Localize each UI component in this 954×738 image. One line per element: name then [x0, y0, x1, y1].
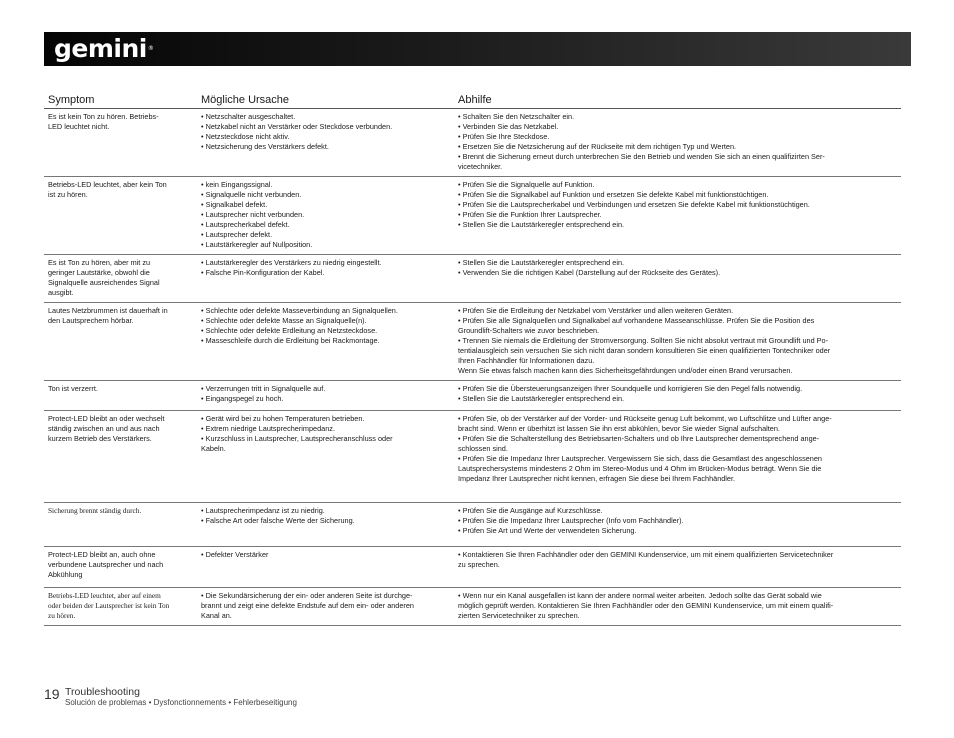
- remedy-cell: [454, 303, 901, 381]
- cell-line: vicetechniker.: [458, 162, 503, 171]
- cell-line: ständig zwischen an und aus nach: [48, 424, 160, 433]
- cell-line: Betriebs-LED leuchtet, aber kein Ton: [48, 180, 167, 189]
- cell-line: • Signalquelle nicht verbunden.: [201, 190, 302, 199]
- cell-line: • Prüfen Sie die Impedanz Ihrer Lautsprecher (Info vom Fachhändler).: [458, 516, 684, 525]
- cell-line: verbundene Lautsprecher und nach: [48, 560, 164, 569]
- symptom-cell: [44, 588, 197, 626]
- cell-line: • Lautsprecherimpedanz ist zu niedrig.: [201, 506, 325, 515]
- remedy-cell: [454, 381, 901, 411]
- cell-line: brannt und zeigt eine defekte Endstufe auf dem ein- oder anderen: [201, 601, 414, 610]
- cell-line: Lautsprechersystems mindestens 2 Ohm im Stereo-Modus und 4 Ohm im Brücken-Modus beträgt. Wenn Sie die: [458, 464, 822, 473]
- cause-cell: [197, 303, 454, 381]
- cell-line: • Verbinden Sie das Netzkabel.: [458, 122, 559, 131]
- cell-line: • Masseschleife durch die Erdleitung bei Rackmontage.: [201, 336, 380, 345]
- cell-line: Ihren Fachhändler für Informationen dazu.: [458, 356, 595, 365]
- cell-line: • Lautsprecherkabel defekt.: [201, 220, 290, 229]
- cell-line: • Prüfen Sie die Signalquelle auf Funktion.: [458, 180, 595, 189]
- table-row: [44, 255, 901, 303]
- table-row: [44, 411, 901, 503]
- cell-line: kurzem Betrieb des Verstärkers.: [48, 434, 152, 443]
- cell-line: • Netzschalter ausgeschaltet.: [201, 112, 296, 121]
- cell-line: Wenn Sie etwas falsch machen kann dies Sicherheitsgefährdungen und/oder einen Brand verursachen.: [458, 366, 793, 375]
- cell-line: • Stellen Sie die Lautstärkeregler entsprechend ein.: [458, 258, 625, 267]
- cell-line: • Prüfen Sie, ob der Verstärker auf der Vorder- und Rückseite genug Luft bekommt, wo Luftschlitze und Lüfter ange-: [458, 414, 832, 423]
- cell-line: • Falsche Art oder falsche Werte der Sicherung.: [201, 516, 355, 525]
- table-row: [44, 381, 901, 411]
- table-row: [44, 177, 901, 255]
- header-cause: Mögliche Ursache: [197, 90, 454, 109]
- symptom-cell: [44, 381, 197, 411]
- cell-line: • Stellen Sie die Lautstärkeregler entsprechend ein.: [458, 220, 625, 229]
- cell-line: • Schalten Sie den Netzschalter ein.: [458, 112, 575, 121]
- cell-line: zu hören.: [48, 611, 76, 620]
- cell-line: Abkühlung: [48, 570, 83, 579]
- table-row: [44, 303, 901, 381]
- cell-line: zu sprechen.: [458, 560, 500, 569]
- cell-line: den Lautsprechern hörbar.: [48, 316, 134, 325]
- cell-line: • Prüfen Sie die Übersteuerungsanzeigen Ihrer Soundquelle und korrigieren Sie den Pegel falls notwendig.: [458, 384, 803, 393]
- cell-line: Ton ist verzerrt.: [48, 384, 98, 393]
- cell-line: • Die Sekundärsicherung der ein- oder anderen Seite ist durchge-: [201, 591, 413, 600]
- cell-line: schlossen sind.: [458, 444, 508, 453]
- cell-line: • Prüfen Sie die Ausgänge auf Kurzschlüsse.: [458, 506, 603, 515]
- cause-cell: [197, 109, 454, 177]
- cell-line: oder beiden der Lautsprecher ist kein Ton: [48, 601, 170, 610]
- cell-line: • Schlechte oder defekte Masse an Signalquelle(n).: [201, 316, 367, 325]
- cell-line: Groundlift-Schalters wie zuvor beschrieben.: [458, 326, 600, 335]
- cell-line: bracht sind. Wenn er überhitzt ist lassen Sie ihn erst abkühlen, bevor Sie wieder Signal aufschalten.: [458, 424, 780, 433]
- remedy-cell: [454, 503, 901, 547]
- cell-line: • Prüfen Sie alle Signalquellen und Signalkabel auf vorhandene Masseanschlüsse. Prüfen Sie die Position des: [458, 316, 815, 325]
- symptom-cell: [44, 411, 197, 503]
- footer-title: Troubleshooting: [65, 686, 140, 698]
- table-row: [44, 503, 901, 547]
- cell-line: Protect-LED bleibt an, auch ohne: [48, 550, 156, 559]
- cell-line: • Schlechte oder defekte Erdleitung an Netzsteckdose.: [201, 326, 378, 335]
- cell-line: Es ist Ton zu hören, aber mit zu: [48, 258, 151, 267]
- gemini-logo: gemini®: [54, 34, 154, 63]
- cause-cell: [197, 177, 454, 255]
- cell-line: • Defekter Verstärker: [201, 550, 269, 559]
- cell-line: zierten Servicetechniker zu sprechen.: [458, 611, 580, 620]
- cell-line: • Gerät wird bei zu hohen Temperaturen betrieben.: [201, 414, 365, 423]
- remedy-cell: [454, 177, 901, 255]
- header-banner: [44, 32, 911, 66]
- table-body: [44, 109, 901, 626]
- remedy-cell: [454, 588, 901, 626]
- cell-line: • Prüfen Sie die Signalkabel auf Funktion und ersetzen Sie defekte Kabel mit funktionstüchtigen.: [458, 190, 769, 199]
- remedy-cell: [454, 547, 901, 588]
- remedy-cell: [454, 255, 901, 303]
- header-remedy: Abhilfe: [454, 90, 901, 109]
- cell-line: • Eingangspegel zu hoch.: [201, 394, 284, 403]
- cell-line: Signalquelle ausreichendes Signal: [48, 278, 160, 287]
- cell-line: Kanal an.: [201, 611, 232, 620]
- cell-line: • Netzsteckdose nicht aktiv.: [201, 132, 290, 141]
- cell-line: ausgibt.: [48, 288, 74, 297]
- cell-line: Betriebs-LED leuchtet, aber auf einem: [48, 591, 161, 600]
- cell-line: Protect-LED bleibt an oder wechselt: [48, 414, 165, 423]
- cell-line: • Schlechte oder defekte Masseverbindung an Signalquellen.: [201, 306, 398, 315]
- cell-line: geringer Lautstärke, obwohl die: [48, 268, 150, 277]
- cell-line: • Verzerrungen tritt in Signalquelle auf.: [201, 384, 326, 393]
- cell-line: möglich geprüft werden. Kontaktieren Sie Ihren Fachhändler oder den GEMINI Kundenservice, um mit einem qualifi-: [458, 601, 834, 610]
- cell-line: • Prüfen Sie die Impedanz Ihrer Lautsprecher. Vergewissern Sie sich, dass die Gesamtlast des angeschlossenen: [458, 454, 822, 463]
- cell-line: Lautes Netzbrummen ist dauerhaft in: [48, 306, 168, 315]
- cell-line: • Ersetzen Sie die Netzsicherung auf der Rückseite mit dem richtigen Typ und Werten.: [458, 142, 737, 151]
- cell-line: Sicherung brennt ständig durch.: [48, 506, 142, 515]
- symptom-cell: [44, 109, 197, 177]
- header-symptom: Symptom: [44, 90, 197, 109]
- symptom-cell: [44, 547, 197, 588]
- cause-cell: [197, 588, 454, 626]
- symptom-cell: [44, 303, 197, 381]
- cell-line: • Netzsicherung des Verstärkers defekt.: [201, 142, 329, 151]
- cell-line: ist zu hören.: [48, 190, 88, 199]
- cell-line: • Netzkabel nicht an Verstärker oder Steckdose verbunden.: [201, 122, 393, 131]
- cause-cell: [197, 503, 454, 547]
- table-header-row: [44, 90, 901, 109]
- cell-line: Kabeln.: [201, 444, 226, 453]
- remedy-cell: [454, 109, 901, 177]
- cause-cell: [197, 411, 454, 503]
- cell-line: Impedanz Ihrer Lautsprecher nicht kennen, erfragen Sie diese bei Ihrem Fachhändler.: [458, 474, 736, 483]
- table-row: [44, 588, 901, 626]
- footer-subtitle: Solución de problemas • Dysfonctionnements • Fehlerbeseitigung: [65, 698, 297, 707]
- troubleshooting-table: [44, 90, 901, 626]
- symptom-cell: [44, 503, 197, 547]
- cell-line: • Kontaktieren Sie Ihren Fachhändler oder den GEMINI Kundenservice, um mit einem qualifizierten Servicetechniker: [458, 550, 834, 559]
- table-row: [44, 109, 901, 177]
- cause-cell: [197, 255, 454, 303]
- cell-line: • Prüfen Sie die Schalterstellung des Betriebsarten-Schalters und ob Ihre Lautsprecher dementsprechend ange-: [458, 434, 820, 443]
- table-row: [44, 547, 901, 588]
- cell-line: • Wenn nur ein Kanal ausgefallen ist kann der andere normal weiter arbeiten. Jedoch sollte das Gerät sobald wie: [458, 591, 822, 600]
- cell-line: • Prüfen Sie Ihre Steckdose.: [458, 132, 550, 141]
- cell-line: • Stellen Sie die Lautstärkeregler entsprechend ein.: [458, 394, 625, 403]
- cell-line: • Prüfen Sie die Funktion Ihrer Lautsprecher.: [458, 210, 602, 219]
- cell-line: Es ist kein Ton zu hören. Betriebs-: [48, 112, 159, 121]
- cause-cell: [197, 381, 454, 411]
- cell-line: • Lautsprecher defekt.: [201, 230, 273, 239]
- cell-line: • Extrem niedrige Lautsprecherimpedanz.: [201, 424, 335, 433]
- cell-line: • Kurzschluss in Lautsprecher, Lautsprecheranschluss oder: [201, 434, 393, 443]
- cell-line: • kein Eingangssignal.: [201, 180, 273, 189]
- cell-line: • Lautstärkeregler des Verstärkers zu niedrig eingestellt.: [201, 258, 382, 267]
- cell-line: tentialausgleich sein versuchen Sie sich nicht daran sondern konsultieren Sie einen qualifizierten Tontechniker oder: [458, 346, 831, 355]
- cell-line: • Verwenden Sie die richtigen Kabel (Darstellung auf der Rückseite des Gerätes).: [458, 268, 721, 277]
- cell-line: LED leuchtet nicht.: [48, 122, 110, 131]
- symptom-cell: [44, 255, 197, 303]
- cell-line: • Signalkabel defekt.: [201, 200, 268, 209]
- cell-line: • Prüfen Sie die Lautsprecherkabel und Verbindungen und ersetzen Sie defekte Kabel mit funktionstüchtigen.: [458, 200, 810, 209]
- remedy-cell: [454, 411, 901, 503]
- cell-line: • Falsche Pin-Konfiguration der Kabel.: [201, 268, 325, 277]
- page-number: 19: [44, 686, 60, 702]
- cell-line: • Lautstärkeregler auf Nullposition.: [201, 240, 313, 249]
- cause-cell: [197, 547, 454, 588]
- cell-line: • Prüfen Sie Art und Werte der verwendeten Sicherung.: [458, 526, 637, 535]
- cell-line: • Lautsprecher nicht verbunden.: [201, 210, 305, 219]
- cell-line: • Prüfen Sie die Erdleitung der Netzkabel vom Verstärker und allen weiteren Geräten.: [458, 306, 734, 315]
- symptom-cell: [44, 177, 197, 255]
- cell-line: • Trennen Sie niemals die Erdleitung der Stromversorgung. Sollten Sie nicht absolut vertraut mit Groundlift und Po-: [458, 336, 829, 345]
- cell-line: • Brennt die Sicherung erneut durch unterbrechen Sie den Betrieb und wenden Sie sich an einen qualifizirten Ser-: [458, 152, 825, 161]
